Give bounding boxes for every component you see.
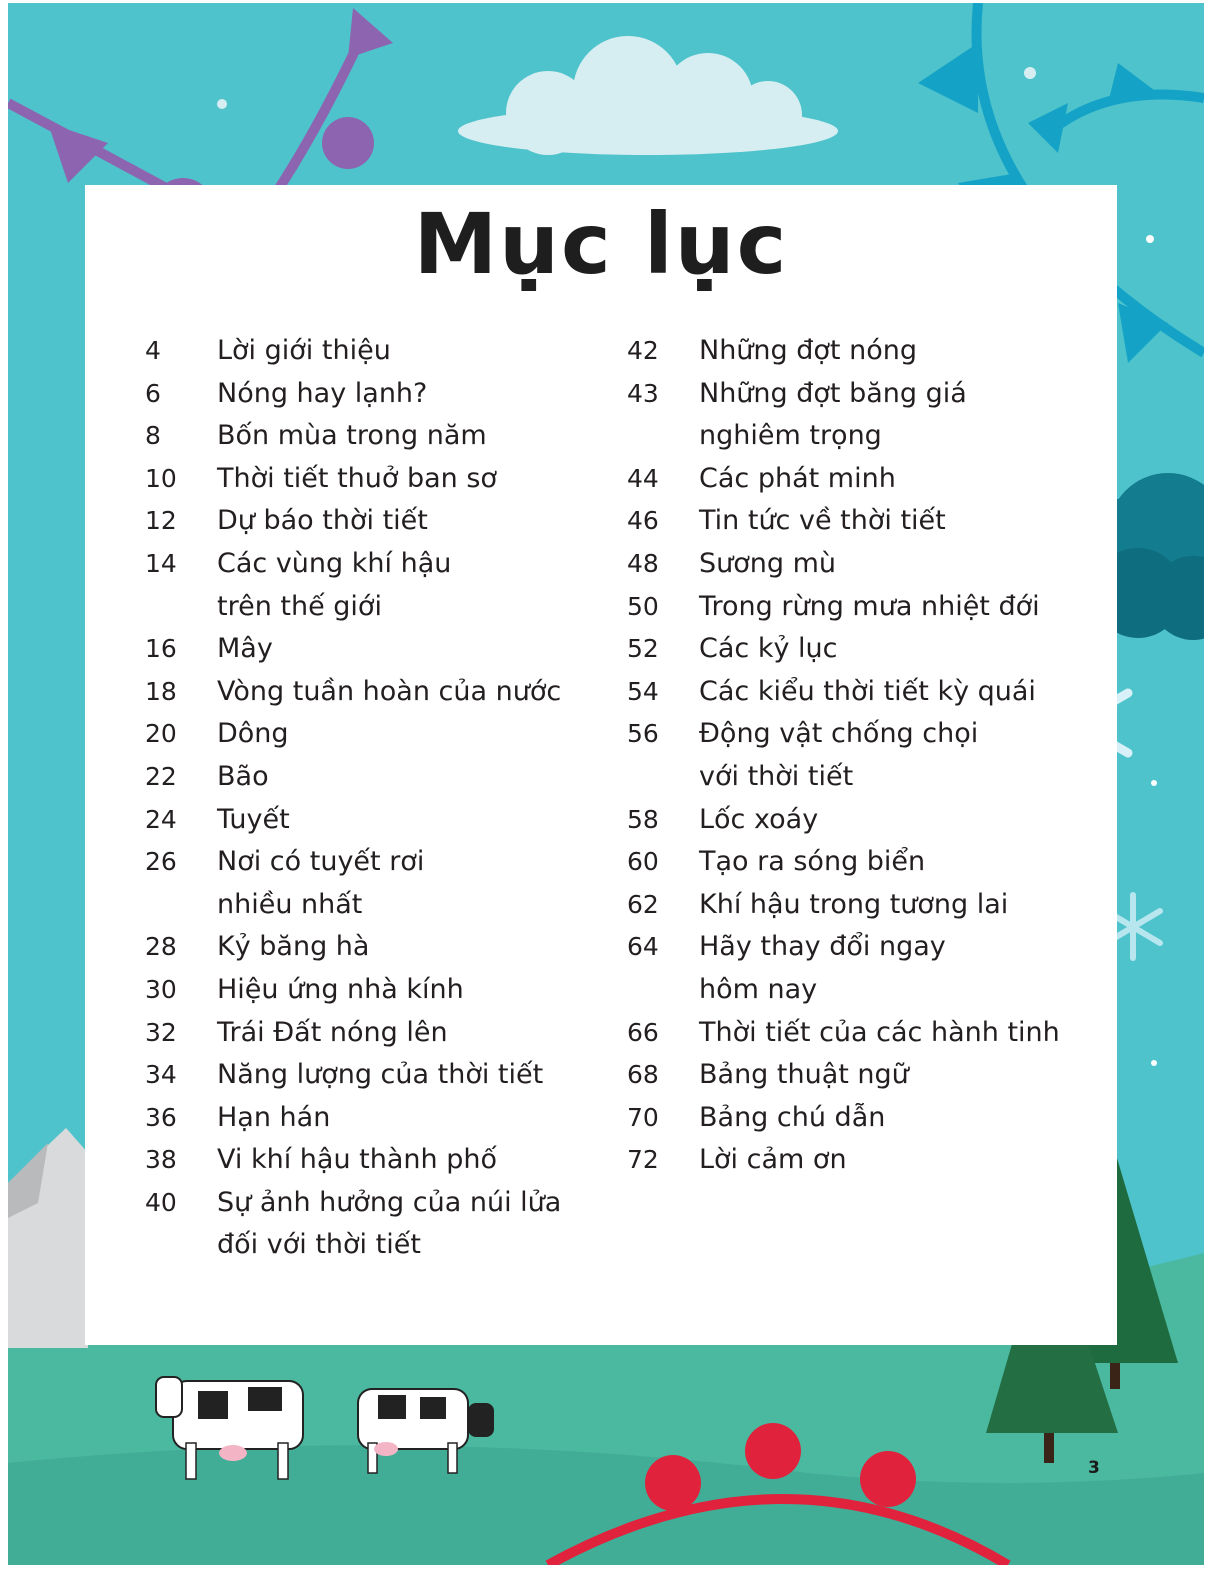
toc-entry[interactable] [145,713,605,756]
toc-entry[interactable] [145,330,605,373]
toc-page-number: 8 [145,421,161,451]
toc-entry[interactable] [145,969,605,1012]
toc-title: Hãy thay đổi ngay hôm nay [699,931,946,1005]
toc-page-number: 4 [145,336,161,365]
toc-panel [85,185,1117,1345]
toc-entry[interactable] [627,373,1107,458]
toc-title: Lời giới thiệu [217,335,391,366]
toc-entry[interactable] [145,1097,605,1140]
page-number: 3 [1088,1458,1100,1478]
toc-page-number: 30 [145,974,177,1004]
toc-entry[interactable] [627,628,1107,671]
toc-entry[interactable] [145,756,605,799]
toc-entry[interactable] [627,1054,1107,1097]
toc-column-right [627,330,1107,1182]
toc-title: Các phát minh [699,462,896,494]
toc-page-number: 54 [627,676,659,706]
toc-title: Tuyết [217,803,290,835]
toc-entry[interactable] [145,926,605,969]
toc-title: Sương mù [699,547,837,579]
toc-page-number: 68 [627,1060,659,1090]
toc-title: Trái Đất nóng lên [217,1016,448,1048]
toc-title: Động vật chống chọi với thời tiết [699,718,979,792]
toc-entry[interactable] [627,671,1107,714]
toc-entry[interactable] [145,628,605,671]
toc-title: Vòng tuần hoàn của nước [217,675,562,707]
toc-title: Hiệu ứng nhà kính [217,973,464,1005]
toc-entry[interactable] [627,841,1107,884]
toc-title: Khí hậu trong tương lai [699,888,1009,920]
toc-entry[interactable] [627,543,1107,586]
toc-entry[interactable] [627,1012,1107,1055]
toc-title: Năng lượng của thời tiết [217,1059,544,1091]
toc-page-number: 26 [145,847,177,877]
toc-entry[interactable] [627,926,1107,1011]
toc-page-number: 12 [145,506,177,536]
toc-page-number: 32 [145,1017,177,1047]
toc-entry[interactable] [145,1054,605,1097]
toc-title: Tạo ra sóng biển [699,846,926,878]
toc-title: Bảng thuật ngữ [699,1059,909,1091]
toc-page-number: 72 [627,1145,659,1175]
toc-title: Những đợt nóng [699,335,917,366]
toc-page-number: 10 [145,463,177,493]
toc-title: Bốn mùa trong năm [217,420,487,452]
toc-title: Các kiểu thời tiết kỳ quái [699,675,1036,707]
toc-page-number: 18 [145,676,177,706]
cloud-top [458,36,838,155]
toc-page-number: 38 [145,1145,177,1175]
toc-title: Các kỷ lục [699,633,838,665]
toc-title: Lốc xoáy [699,803,819,835]
toc-page-number: 28 [145,932,177,962]
toc-entry[interactable] [145,500,605,543]
toc-page-number: 44 [627,463,659,493]
toc-entry[interactable] [145,458,605,501]
toc-entry[interactable] [145,543,605,628]
toc-entry[interactable] [145,1139,605,1182]
toc-page-number: 36 [145,1102,177,1132]
toc-entry[interactable] [627,500,1107,543]
toc-page-number: 58 [627,804,659,834]
toc-title: Vi khí hậu thành phố [217,1144,497,1176]
toc-entry[interactable] [145,373,605,416]
toc-entry[interactable] [627,1139,1107,1182]
toc-page-number: 14 [145,548,177,578]
toc-page-number: 6 [145,378,161,408]
toc-entry[interactable] [145,671,605,714]
toc-column-left [145,330,605,1267]
toc-title: Nơi có tuyết rơi nhiều nhất [217,846,425,920]
toc-page-number: 40 [145,1187,177,1217]
toc-entry[interactable] [627,458,1107,501]
toc-entry[interactable] [145,1012,605,1055]
toc-page-number: 52 [627,634,659,664]
toc-page-number: 20 [145,719,177,749]
toc-page-number: 64 [627,932,659,962]
toc-page-number: 34 [145,1060,177,1090]
toc-page-number: 70 [627,1102,659,1132]
toc-entry[interactable] [627,713,1107,798]
toc-title: Dông [217,718,289,750]
toc-title: Những đợt băng giá nghiêm trọng [699,377,967,452]
mountain [8,1128,88,1348]
toc-page-number: 50 [627,591,659,621]
toc-page-number: 22 [145,761,177,791]
toc-entry[interactable] [627,330,1107,373]
toc-entry[interactable] [627,586,1107,629]
page-title: Mục lục [413,195,789,293]
toc-page-number: 66 [627,1017,659,1047]
toc-title: Kỷ băng hà [217,931,370,963]
toc-entry[interactable] [145,1182,605,1267]
toc-page-number: 48 [627,548,659,578]
toc-entry[interactable] [145,799,605,842]
toc-page-number: 43 [627,378,659,408]
toc-title: Dự báo thời tiết [217,505,428,537]
toc-title: Bão [217,760,269,792]
toc-title: Bảng chú dẫn [699,1101,886,1133]
toc-page-number: 56 [627,719,659,749]
toc-title: Sự ảnh hưởng của núi lửa đối với thời tiết [217,1186,562,1261]
toc-title: Nóng hay lạnh? [217,377,428,409]
toc-page-number: 46 [627,506,659,536]
toc-title: Các vùng khí hậu trên thế giới [217,547,452,622]
toc-title: Thời tiết của các hành tinh [699,1016,1060,1048]
toc-page-number: 42 [627,336,659,365]
toc-title: Trong rừng mưa nhiệt đới [699,590,1040,622]
toc-entry[interactable] [145,415,605,458]
toc-page-number: 60 [627,847,659,877]
toc-title: Tin tức về thời tiết [699,505,946,537]
toc-entry[interactable] [627,799,1107,842]
toc-page-number: 24 [145,804,177,834]
toc-entry[interactable] [627,884,1107,927]
page [8,3,1204,1565]
toc-entry[interactable] [145,841,605,926]
toc-title: Lời cảm ơn [699,1144,847,1176]
toc-title: Thời tiết thuở ban sơ [217,462,497,494]
toc-title: Mây [217,633,273,665]
toc-entry[interactable] [627,1097,1107,1140]
toc-page-number: 62 [627,889,659,919]
toc-page-number: 16 [145,634,177,664]
toc-title: Hạn hán [217,1101,331,1133]
